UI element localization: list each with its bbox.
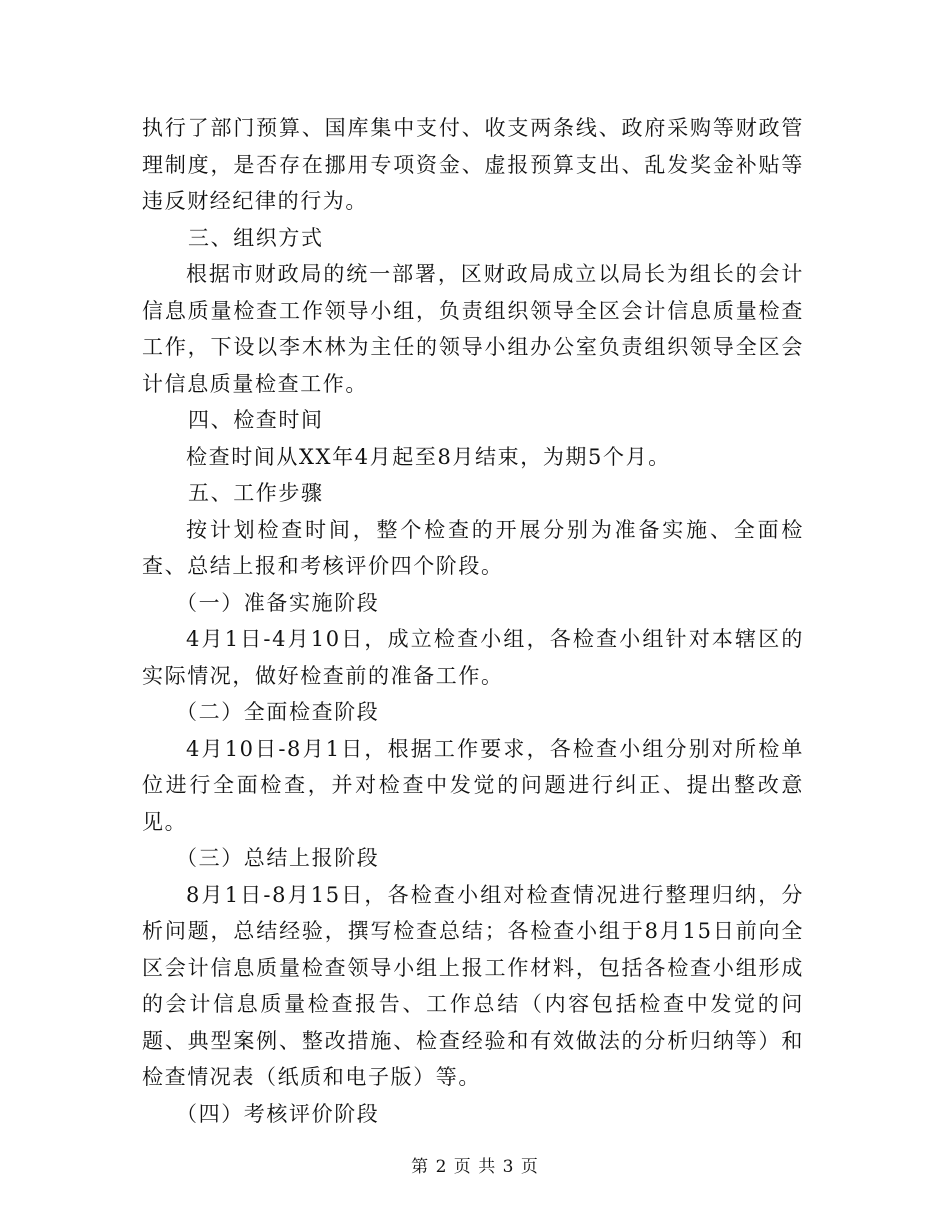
section-heading-steps: 五、工作步骤 xyxy=(188,481,324,505)
subheading-preparation: （一）准备实施阶段 xyxy=(176,590,380,615)
paragraph-time: 检查时间从XX年4月起至8月结束，为期5个月。 xyxy=(186,444,671,469)
paragraph-summary-report: 8月1日-8月15日，各检查小组对检查情况进行整理归纳，分析问题，总结经验，撰写检查总结；各检查小组于8月15日前向全区会计信息质量检查领导小组上报工作材料，包括各检查小组形成的会计信息质量检查报告、工作总结（内容包括检查中发觉的问题、典型案例、整改措施、检查经验和有效做法的分析归纳等）和检查情况表（纸质和电子版）等。 xyxy=(142,882,804,1089)
subheading-evaluation: （四）考核评价阶段 xyxy=(176,1101,380,1126)
document-body xyxy=(142,110,804,1132)
subheading-full-inspection: （二）全面检查阶段 xyxy=(176,700,380,724)
paragraph-continuation: 执行了部门预算、国库集中支付、收支两条线、政府采购等财政管理制度，是否存在挪用专项资金、虚报预算支出、乱发奖金补贴等违反财经纪律的行为。 xyxy=(142,116,804,213)
page-number-footer: 第 2 页 共 3 页 xyxy=(411,1157,539,1177)
paragraph-full-inspection: 4月10日-8月1日，根据工作要求，各检查小组分别对所检单位进行全面检查，并对检查中发觉的问题进行纠正、提出整改意见。 xyxy=(142,736,804,834)
subheading-summary-report: （三）总结上报阶段 xyxy=(176,846,380,870)
section-heading-time: 四、检查时间 xyxy=(188,408,324,432)
paragraph-organization: 根据市财政局的统一部署，区财政局成立以局长为组长的会计信息质量检查工作领导小组，负责组织领导全区会计信息质量检查工作，下设以李木林为主任的领导小组办公室负责组织领导全区会计信息质量检查工作。 xyxy=(142,262,804,396)
section-heading-organization: 三、组织方式 xyxy=(188,225,324,250)
paragraph-steps: 按计划检查时间，整个检查的开展分别为准备实施、全面检查、总结上报和考核评价四个阶段。 xyxy=(142,517,804,578)
paragraph-preparation: 4月1日-4月10日，成立检查小组，各检查小组针对本辖区的实际情况，做好检查前的准备工作。 xyxy=(142,627,804,688)
